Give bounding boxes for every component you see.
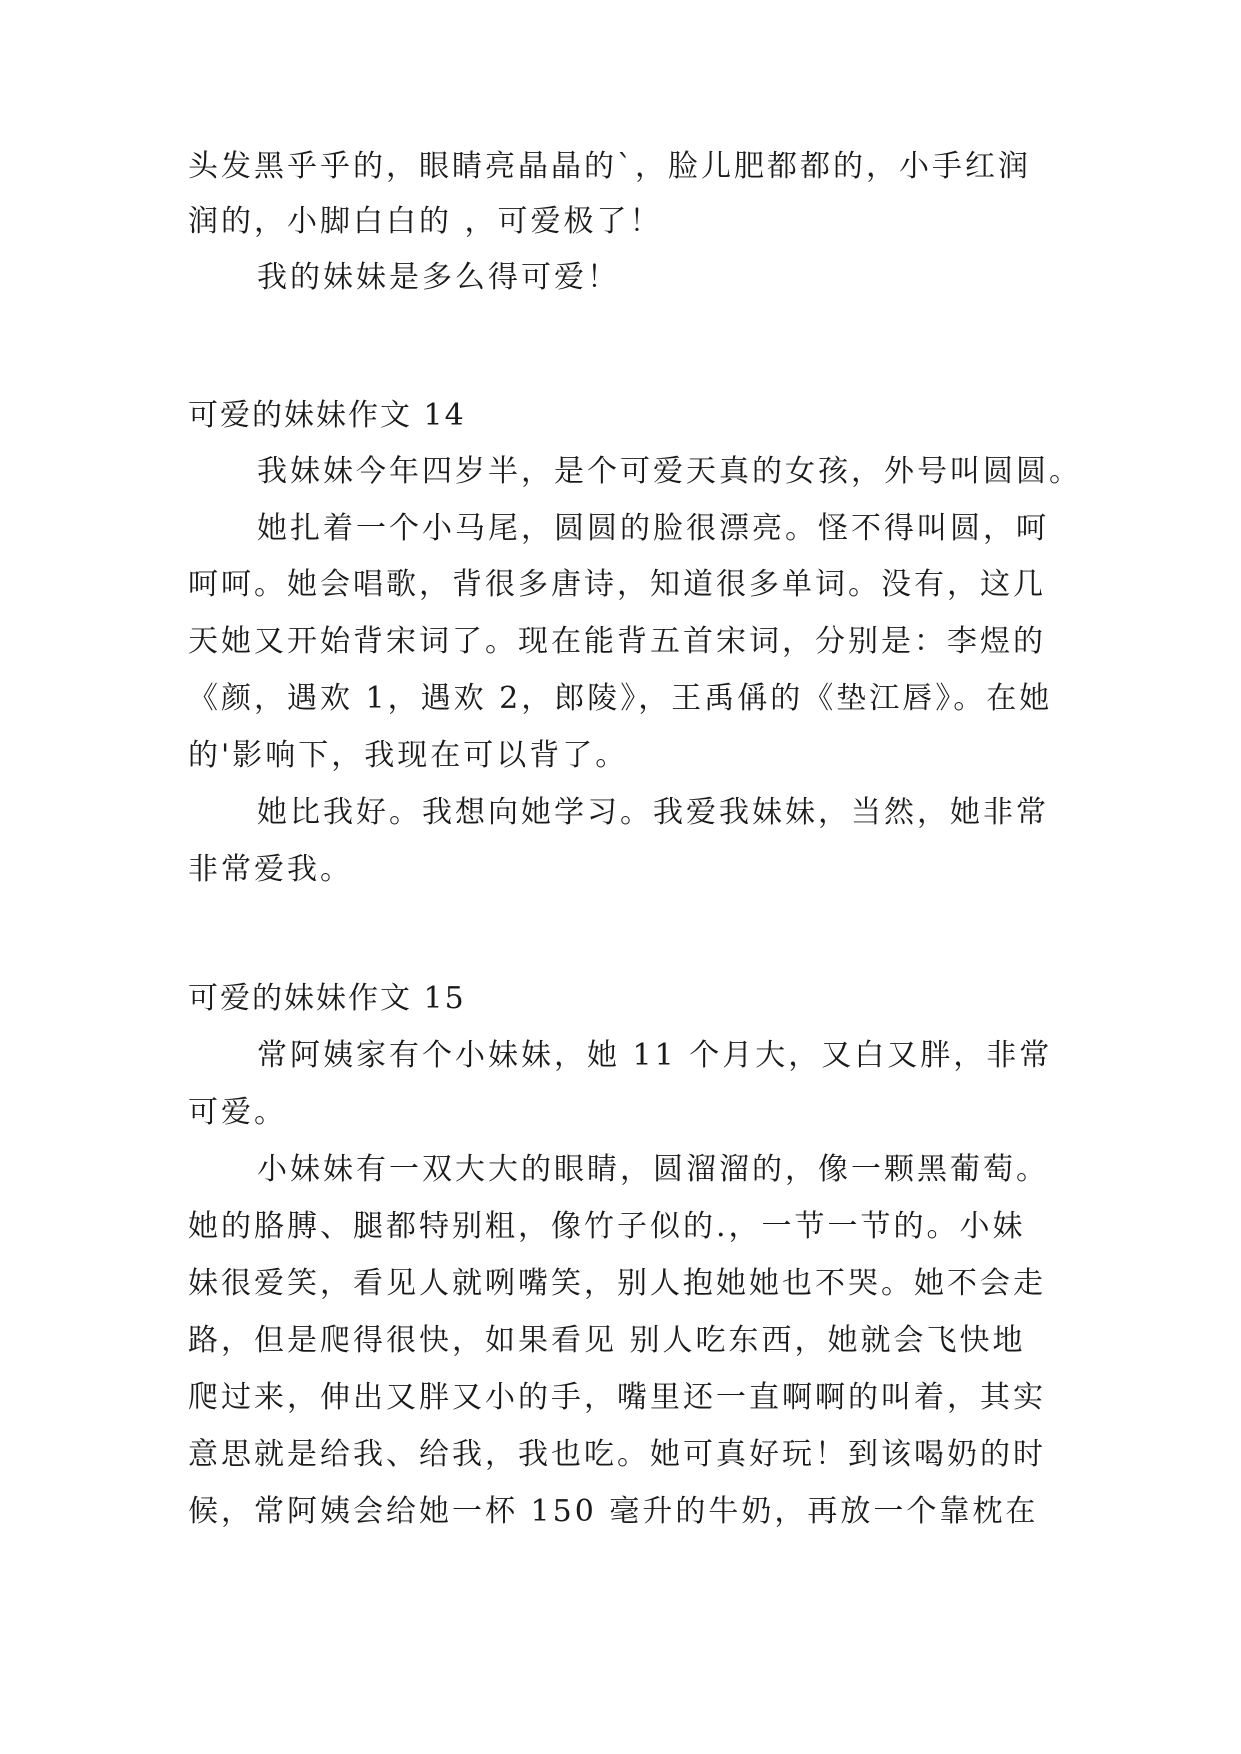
section-heading: 可爱的妹妹作文 14 [188, 398, 466, 433]
text-line: 意思就是给我、给我，我也吃。她可真好玩！到该喝奶的时 [188, 1437, 1046, 1472]
text-line: 天她又开始背宋词了。现在能背五首宋词，分别是：李煜的 [188, 624, 1046, 659]
text-line: 她比我好。我想向她学习。我爱我妹妹，当然，她非常 [257, 795, 1049, 830]
text-line: 非常爱我。 [188, 852, 353, 887]
text-line: 润的，小脚白白的 ，可爱极了！ [188, 204, 663, 239]
text-line: 爬过来，伸出又胖又小的手，嘴里还一直啊啊的叫着，其实 [188, 1380, 1046, 1415]
text-line: 她的胳膊、腿都特别粗，像竹子似的.，一节一节的。小妹 [188, 1209, 1026, 1244]
text-line: 小妹妹有一双大大的眼睛，圆溜溜的，像一颗黑葡萄。 [257, 1152, 1049, 1187]
text-line: 呵呵。她会唱歌，背很多唐诗，知道很多单词。没有，这几 [188, 567, 1046, 602]
text-line: 妹很爱笑，看见人就咧嘴笑，别人抱她她也不哭。她不会走 [188, 1266, 1046, 1301]
text-line: 可爱。 [188, 1095, 287, 1130]
text-line: 候，常阿姨会给她一杯 150 毫升的牛奶，再放一个靠枕在 [188, 1494, 1039, 1529]
text-line: 的'影响下，我现在可以背了。 [188, 738, 629, 773]
text-line: 路，但是爬得很快，如果看见 别人吃东西，她就会飞快地 [188, 1323, 1026, 1358]
text-line: 常阿姨家有个小妹妹，她 11 个月大，又白又胖，非常 [257, 1038, 1053, 1073]
text-line: 她扎着一个小马尾，圆圆的脸很漂亮。怪不得叫圆，呵 [257, 511, 1049, 546]
text-line: 头发黑乎乎的，眼睛亮晶晶的`，脸儿肥都都的，小手红润 [188, 149, 1031, 184]
text-line: 我妹妹今年四岁半，是个可爱天真的女孩，外号叫圆圆。 [257, 454, 1082, 489]
section-heading: 可爱的妹妹作文 15 [188, 981, 466, 1016]
text-line: 我的妹妹是多么得可爱！ [257, 260, 620, 295]
text-line: 《颜，遇欢 1，遇欢 2，郎陵》，王禹偁的《垫江唇》。在她 [188, 681, 1053, 716]
